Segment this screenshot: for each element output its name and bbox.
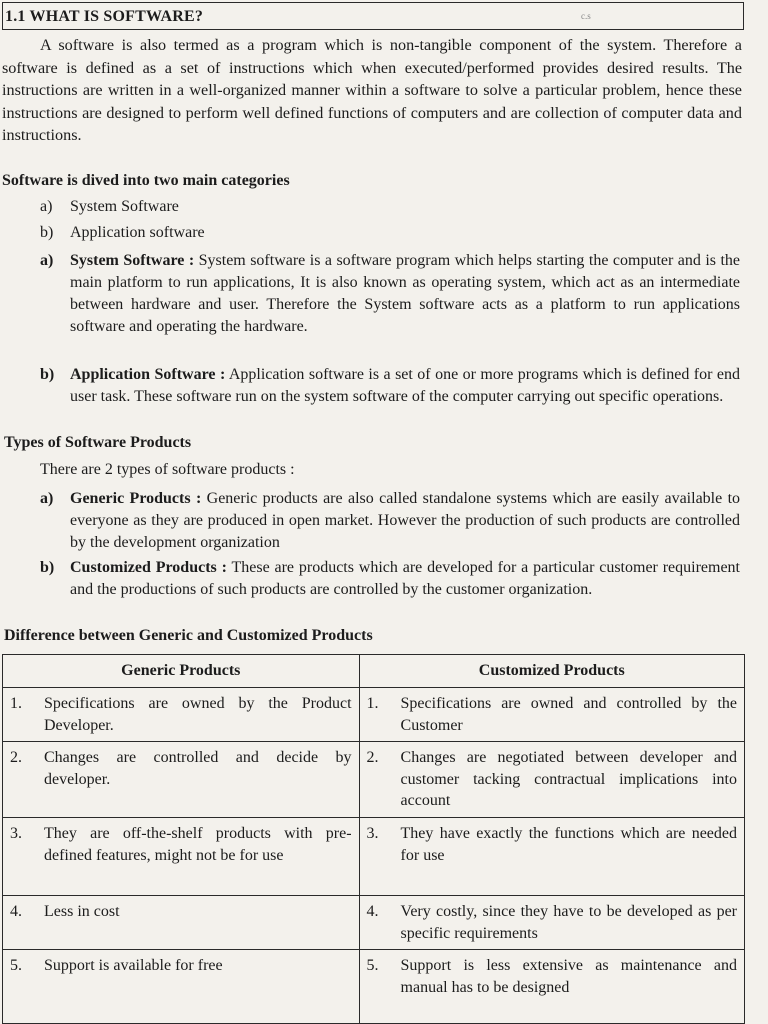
column-header-generic: Generic Products [3, 655, 360, 688]
category-item-text: Application software [70, 224, 205, 241]
row-number: 5. [366, 957, 379, 974]
generic-text: Changes are controlled and decide by developer. [44, 749, 352, 788]
product-types-intro: There are 2 types of software products : [40, 461, 295, 478]
definition-text: Application software is a set of one or more programs which is defined for end user task. These software run on the system software of the computer carrying out specific operations. [70, 366, 740, 405]
customized-text: They have exactly the functions which are needed for use [400, 825, 737, 864]
generic-cell [3, 896, 360, 950]
table-row [3, 688, 745, 742]
row-number: 1. [366, 695, 379, 712]
definition-generic-products [40, 488, 740, 554]
definition-label: a) [40, 490, 54, 507]
table-row [3, 742, 745, 818]
definition-term: Generic Products : [70, 490, 202, 507]
definition-label: a) [40, 252, 54, 269]
definition-term: System Software : [70, 252, 195, 269]
definition-term: Application Software : [70, 366, 226, 383]
customized-cell [359, 896, 744, 950]
customized-cell [359, 742, 744, 818]
category-item-label: b) [40, 224, 54, 241]
difference-heading: Difference between Generic and Customized Products [4, 627, 373, 644]
customized-text: Changes are negotiated between developer and customer tacking contractual implications into account [400, 749, 737, 809]
row-number: 5. [10, 957, 22, 974]
row-number: 2. [10, 749, 22, 766]
generic-cell [3, 818, 360, 896]
row-number: 3. [366, 825, 379, 842]
intro-paragraph: A software is also termed as a program which is non-tangible component of the system. Therefore a software is defined as a set of instructions which when executed/performed provides desired results. The instructions are written in a well-organized manner within a software to solve a particular problem, hence these instructions are designed to perform well defined functions of computers and are collection of computer data and instructions. [2, 36, 742, 144]
definition-customized-products [40, 557, 740, 601]
table-row [3, 818, 745, 896]
section-heading: 1.1 WHAT IS SOFTWARE? [5, 8, 204, 25]
section-heading-box [2, 2, 744, 30]
row-number: 4. [10, 903, 22, 920]
category-item [40, 198, 179, 216]
customized-cell [359, 818, 744, 896]
table-header-row [3, 655, 745, 688]
customized-text: Very costly, since they have to be developed as per specific requirements [400, 903, 737, 942]
definition-term: Customized Products : [70, 559, 227, 576]
generic-text: Support is available for free [44, 957, 223, 974]
customized-cell [359, 688, 744, 742]
definition-label: b) [40, 559, 55, 576]
definition-label: b) [40, 366, 55, 383]
generic-cell [3, 742, 360, 818]
category-item-text: System Software [70, 198, 179, 215]
generic-text: Specifications are owned by the Product Developer. [44, 695, 352, 734]
product-types-heading: Types of Software Products [4, 434, 192, 451]
row-number: 4. [366, 903, 379, 920]
definition-text: System software is a software program which helps starting the computer and is the main platform to run applications, It is also known as operating system, which act as an intermediate between hardware and user. Therefore the System software acts as a platform to run applications software and operating the hardware. [70, 252, 741, 335]
row-number: 1. [10, 695, 22, 712]
comparison-table [2, 654, 745, 1024]
table-row [3, 950, 745, 1024]
category-item [40, 224, 205, 242]
customized-text: Support is less extensive as maintenance and manual has to be designed [400, 957, 737, 996]
generic-cell [3, 950, 360, 1024]
row-number: 2. [366, 749, 379, 766]
customized-cell [359, 950, 744, 1024]
row-number: 3. [10, 825, 22, 842]
definition-text: These are products which are developed for a particular customer requirement and the productions of such products are controlled by the customer organization. [70, 559, 741, 598]
generic-cell [3, 688, 360, 742]
generic-text: They are off-the-shelf products with pre-defined features, might not be for use [44, 825, 352, 864]
page-mark: c.s [581, 11, 591, 21]
customized-text: Specifications are owned and controlled by the Customer [400, 695, 737, 734]
definition-application-software [40, 364, 740, 408]
generic-text: Less in cost [44, 903, 120, 920]
definition-text: Generic products are also called standalone systems which are easily available to everyone as they are produced in open market. However the production of such products are controlled by the development organization [70, 490, 741, 551]
table-row [3, 896, 745, 950]
definition-system-software [40, 250, 740, 338]
category-item-label: a) [40, 198, 53, 215]
categories-heading: Software is dived into two main categories [2, 172, 290, 189]
column-header-customized: Customized Products [359, 655, 744, 688]
